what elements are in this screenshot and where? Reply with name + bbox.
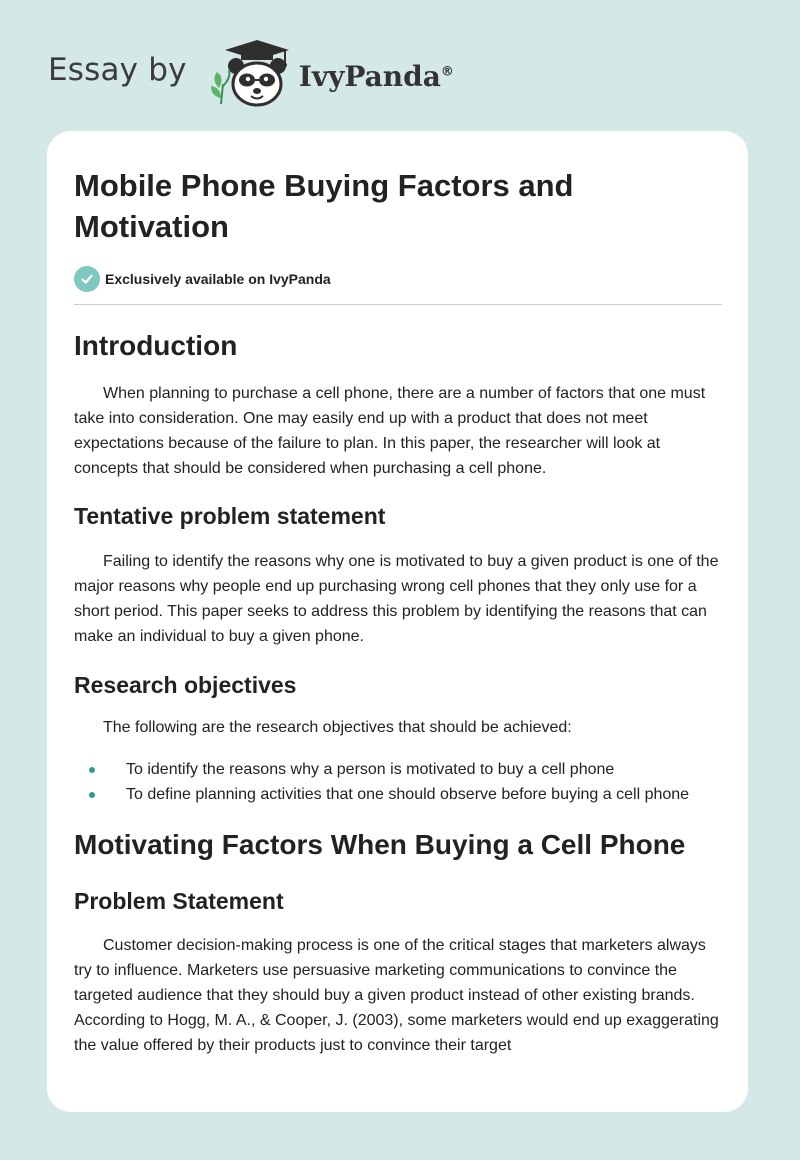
essay-card — [47, 131, 748, 1112]
heading-research-objectives: Research objectives — [74, 672, 297, 698]
site-header-brand[interactable] — [48, 36, 454, 108]
list-item-text: To define planning activities that one should observe before buying a cell phone — [126, 786, 690, 803]
panda-logo-icon — [205, 36, 295, 108]
heading-motivating-factors: Motivating Factors When Buying a Cell Phone — [74, 829, 686, 860]
objectives-list — [74, 757, 722, 807]
title-divider — [74, 304, 722, 305]
paragraph-problem-statement: Customer decision-making process is one of the critical stages that marketers always try to influence. Marketers use persuasive marketing communications to convince the targeted audience that they should buy a given product instead of other existing brands. According to Hogg, M. A., & Cooper, J. (2003), some marketers would end up exaggerating the value offered by their products just to convince their target — [74, 937, 719, 1054]
paragraph-research-objectives: The following are the research objectives that should be achieved: — [103, 719, 572, 736]
paragraph-tentative-problem: Failing to identify the reasons why one is motivated to buy a given product is one of the major reasons why people end up purchasing wrong cell phones that they only use for a short period. This paper seeks to address this problem by identifying the reasons that can make an individual to buy a given phone. — [74, 553, 719, 645]
heading-introduction: Introduction — [74, 330, 238, 361]
brand-name-text: IvyPanda — [298, 59, 441, 93]
exclusive-badge — [74, 266, 722, 292]
badge-label: Exclusively available on IvyPanda — [105, 271, 331, 287]
list-item — [74, 757, 722, 782]
registered-mark: ® — [440, 64, 454, 80]
heading-problem-statement: Problem Statement — [74, 888, 284, 914]
checkmark-icon — [74, 266, 100, 292]
list-item-text: To identify the reasons why a person is motivated to buy a cell phone — [126, 761, 615, 778]
page-title: Mobile Phone Buying Factors and Motivation — [74, 168, 574, 244]
paragraph-introduction: When planning to purchase a cell phone, there are a number of factors that one must take into consideration. One may easily end up with a product that does not meet expectations because of the failure to plan. In this paper, the researcher will look at concepts that should be considered when purchasing a cell phone. — [74, 385, 706, 477]
list-item — [74, 782, 722, 807]
brand-prefix: Essay by — [48, 52, 187, 88]
bullet-dot-icon — [89, 767, 95, 773]
heading-tentative-problem: Tentative problem statement — [74, 503, 386, 529]
bullet-dot-icon — [89, 792, 95, 798]
brand-name — [299, 60, 454, 93]
